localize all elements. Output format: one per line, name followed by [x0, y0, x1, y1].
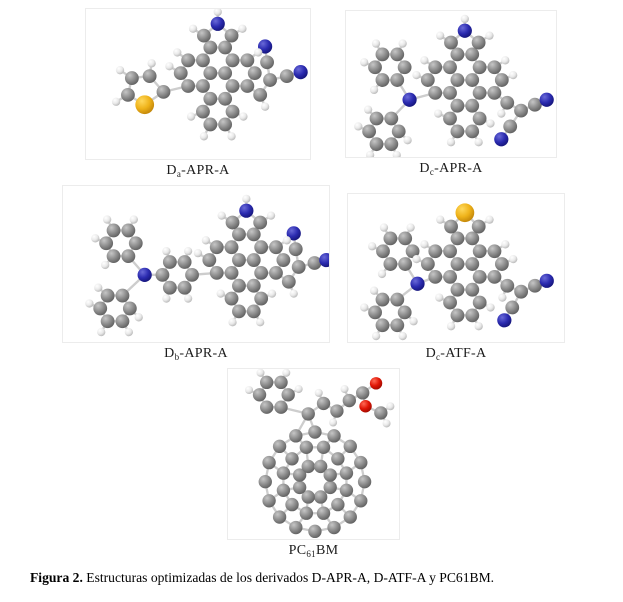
molecule-image-db-apr-a: [62, 185, 330, 343]
molecule-image-pc61bm: [227, 368, 400, 540]
molecule-structure-dc-apr-a: [346, 11, 556, 157]
figure-panel-db-apr-a: [62, 185, 330, 362]
molecule-image-dc-atf-a: [347, 193, 565, 343]
figure-panel-dc-apr-a: [345, 10, 557, 177]
figure-caption-text: Estructuras optimizadas de los derivados D-APR-A, D-ATF-A y PC61BM.: [82, 570, 495, 585]
figure-caption-number: Figura 2.: [30, 570, 83, 585]
molecule-label-dc-apr-a: $D_c-APR-A$: [419, 161, 483, 177]
figure-panel-dc-atf-a: [347, 193, 565, 362]
molecule-label-pc61bm: $PC_{61}BM$: [288, 543, 339, 559]
molecule-image-da-apr-a: [85, 8, 311, 160]
molecule-label-db-apr-a: $D_b-APR-A$: [164, 346, 228, 362]
molecule-image-dc-apr-a: [345, 10, 557, 158]
molecule-structure-pc61bm: [228, 369, 399, 539]
molecule-label-dc-atf-a: $D_c-ATF-A$: [425, 346, 487, 362]
figure-caption: [30, 570, 608, 586]
molecule-structure-db-apr-a: [63, 186, 329, 342]
figure-panel-da-apr-a: [85, 8, 311, 179]
molecule-label-da-apr-a: $D_a-APR-A$: [166, 163, 230, 179]
molecule-structure-dc-atf-a: [348, 194, 564, 342]
molecule-structure-da-apr-a: [86, 9, 310, 159]
figure-panel-pc61bm: [227, 368, 400, 559]
